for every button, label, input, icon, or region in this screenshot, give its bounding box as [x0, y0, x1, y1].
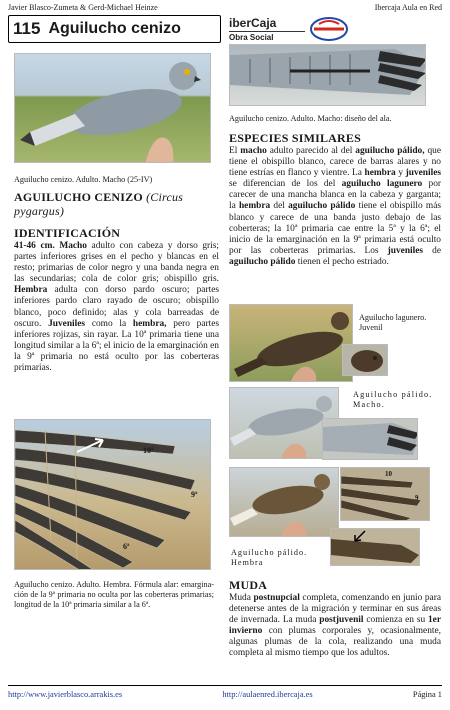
sim-4: aguilucho pálido,	[355, 146, 425, 156]
molt-heading: MUDA	[229, 578, 268, 592]
similar-text	[229, 146, 441, 268]
ibercaja-emblem-icon	[309, 16, 349, 42]
molt-3: completa, comenzando en junio para detenerse antes de la migración y terminar en sus áreas de invernada. La muda	[229, 593, 442, 626]
label-primary-9: 9ª	[191, 490, 198, 499]
similar-heading: ESPECIES SIMILARES	[229, 131, 361, 145]
photo-juvenile-marsh-harrier	[229, 304, 353, 382]
sim-3: adulto parecido al del	[269, 146, 353, 156]
ibercaja-logo	[229, 15, 442, 43]
photo-male-adult	[14, 53, 211, 163]
juv-description: pero partes inferiores rojizas, sin rayar.	[14, 318, 220, 340]
page-number: Página 1	[412, 690, 442, 699]
species-number: 115	[13, 19, 41, 38]
identification-section	[14, 226, 219, 374]
photo-pallid-male-wing	[322, 418, 418, 460]
sim-8: juveniles	[405, 168, 442, 179]
term-male: Macho	[59, 241, 87, 251]
species-title-box	[8, 15, 221, 43]
species-name: Aguilucho cenizo	[48, 20, 181, 37]
sim-11: por carecer de una mancha blanca en la cabeza y garganta; la	[229, 179, 441, 212]
photo-pallid-female	[229, 467, 339, 537]
sim-9: se diferencian de los del	[229, 179, 336, 190]
similar-species-section	[229, 131, 441, 268]
molt-5: comienza en su	[366, 615, 426, 626]
male-description: adulto con cabeza y dorso gris; partes inferiores grises en el pecho y blancas en el resto; primarias de color negro y una banda negra en las secundarias; cola de color gris; obispillo gris.	[14, 241, 220, 285]
sim-14: aguilucho pálido	[288, 201, 356, 212]
sim-17: de	[432, 245, 441, 256]
caption-male-photo: Aguilucho cenizo. Adulto. Macho (25-IV)	[14, 175, 153, 184]
species-heading-name: AGUILUCHO CENIZO	[14, 190, 143, 204]
molt-4: postjuvenil	[319, 615, 364, 626]
wing-formula-text: La 10ª primaria tiene una longitud similar a la 6ª; el inicio de la emarginación en la 9ª primaria no está oculto por las coberteras primarias.	[14, 329, 220, 374]
sim-5: que tiene el obispillo blanco, carece de barras alares y no tiene estrías en flanco y vientre. La	[229, 146, 442, 179]
sim-15: tiene el obispillo más blanco y carece de una banda justo debajo de las coberteras; la 10ª primaria cae entre la 5ª y la 6ª; el inicio de la emarginación en la 9ª primaria está oculto por las coberteras primarias. Los	[229, 201, 441, 256]
identification-heading: IDENTIFICACIÓN	[14, 226, 121, 240]
footer-link-aulaenred[interactable]: http://aulaenred.ibercaja.es	[222, 690, 313, 699]
running-header	[8, 3, 442, 12]
logo-brand: iberCaja	[229, 15, 277, 30]
photo-male-wing	[229, 44, 426, 106]
species-heading	[14, 190, 219, 218]
authors: Javier Blasco-Zumeta & Gerd-Michael Heinze	[8, 3, 158, 12]
sim-12: hembra	[238, 201, 271, 212]
term-juveniles: Juveniles	[48, 318, 86, 329]
caption-pallid-male: Aguilucho pálido. Macho.	[353, 390, 433, 409]
sim-13: del	[273, 201, 285, 212]
series-name: Ibercaja Aula en Red	[374, 3, 442, 12]
sim-6: hembra	[364, 168, 396, 179]
label-small-10: 10	[385, 470, 392, 478]
molt-2: postnupcial	[253, 593, 300, 603]
scientific-name: (Circus pygargus)	[14, 190, 184, 218]
sim-7: y	[398, 168, 404, 179]
caption-female-wing: Aguilucho cenizo. Adulto. Hembra. Fórmula alar: emarginación de la 9ª primaria no oculta por las coberteras primarias; longitud de la 10ª primaria similar a la 6ª.	[14, 580, 214, 609]
sim-19: tienen el pecho estriado.	[297, 256, 389, 267]
juv-text: como la	[91, 318, 127, 329]
size-range: 41-46 cm.	[14, 241, 55, 251]
molt-section	[229, 578, 441, 660]
female-description: adulta con dorso pardo oscuro; partes inferiores pardo claro rayado de oscuro; obispillo blanco, poco definido; alas y cola barreadas de oscuro.	[14, 285, 220, 329]
sim-10: aguilucho lagunero	[341, 179, 423, 190]
sim-16: juveniles	[387, 245, 424, 256]
label-primary-6: 6ª	[123, 542, 130, 551]
photo-female-wing	[14, 419, 211, 570]
identification-text	[14, 241, 219, 374]
molt-6: 1er invierno	[229, 615, 441, 637]
sim-18: aguilucho pálido	[229, 256, 296, 267]
photo-pallid-female-detail	[330, 528, 420, 566]
photo-pallid-female-wing	[340, 467, 430, 521]
molt-7: con plumas corporales y, ocasionalmente, algunas plumas de la cola, realizando una muda completa al mismo tiempo que los adultos.	[229, 626, 441, 659]
label-small-9: 9	[415, 494, 419, 502]
logo-subtitle: Obra Social	[229, 31, 305, 42]
caption-juvenile: Aguilucho lagunero. Juvenil	[359, 313, 427, 332]
term-female: Hembra	[14, 285, 48, 296]
photo-juvenile-head	[342, 344, 388, 376]
page-footer	[8, 685, 442, 699]
sim-2: macho	[240, 146, 267, 156]
footer-link-author-site[interactable]: http://www.javierblasco.arrakis.es	[8, 690, 123, 699]
molt-text	[229, 593, 441, 660]
caption-pallid-female: Aguilucho pálido. Hembra	[231, 548, 308, 567]
term-female-2: hembra,	[132, 318, 167, 329]
caption-wing-photo: Aguilucho cenizo. Adulto. Macho: diseño del ala.	[229, 114, 392, 123]
molt-1: Muda	[229, 593, 251, 603]
label-primary-10: 10ª	[143, 446, 154, 455]
sim-1: El	[229, 146, 238, 156]
